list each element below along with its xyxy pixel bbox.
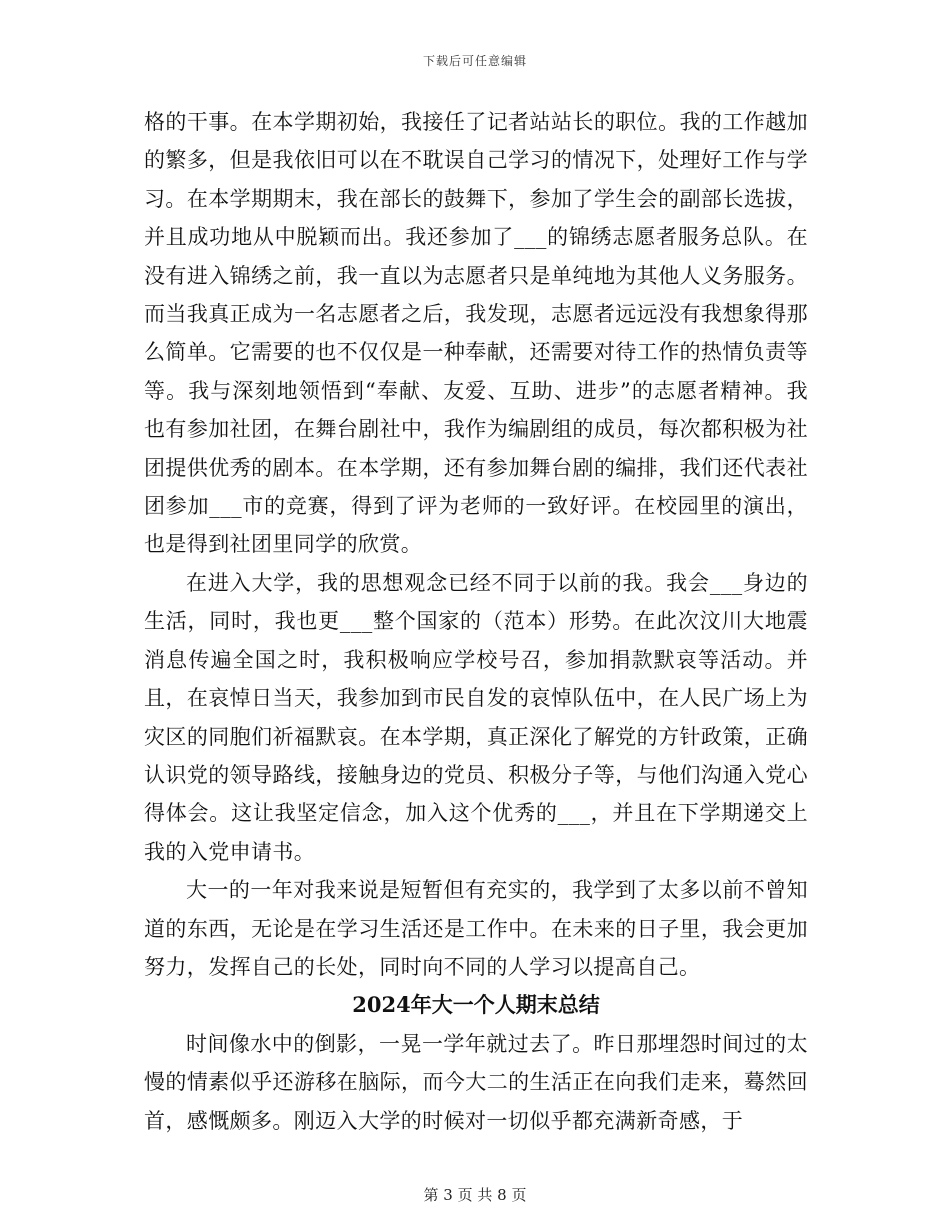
page-number: 第 3 页 共 8 页: [423, 1186, 527, 1204]
paragraph-conclusion: 大一的一年对我来说是短暂但有充实的，我学到了太多以前不曾知道的东西，无论是在学习生活还是工作中。在未来的日子里，我会更加努力，发挥自己的长处，同时向不同的人学习以提高自己。: [144, 878, 808, 979]
paragraph-thoughts: 在进入大学，我的思想观念已经不同于以前的我。我会___身边的生活，同时，我也更___整个国家的（范本）形势。在此次汶川大地震消息传遍全国之时，我积极响应学校号召，参加捐款默哀等活动。并且，在哀悼日当天，我参加到市民自发的哀悼队伍中，在人民广场上为灾区的同胞们祈福默哀。在本学期，真正深化了解党的方针政策，正确认识党的领导路线，接触身边的党员、积极分子等，与他们沟通入党心得体会。这让我坚定信念，加入这个优秀的___，并且在下学期递交上我的入党申请书。: [144, 570, 808, 864]
document-body: [144, 103, 808, 1140]
section-title: 2024年大一个人期末总结: [352, 992, 600, 1018]
paragraph-continued: 格的干事。在本学期初始，我接任了记者站站长的职位。我的工作越加的繁多，但是我依旧可以在不耽误自己学习的情况下，处理好工作与学习。在本学期期末，我在部长的鼓舞下，参加了学生会的副部长选拔，并且成功地从中脱颖而出。我还参加了___的锦绣志愿者服务总队。在没有进入锦绣之前，我一直以为志愿者只是单纯地为其他人义务服务。而当我真正成为一名志愿者之后，我发现，志愿者远远没有我想象得那么简单。它需要的也不仅仅是一种奉献，还需要对待工作的热情负责等等。我与深刻地领悟到“奉献、友爱、互助、进步”的志愿者精神。我也有参加社团，在舞台剧社中，我作为编剧组的成员，每次都积极为社团提供优秀的剧本。在本学期，还有参加舞台剧的编排，我们还代表社团参加___市的竞赛，得到了评为老师的一致好评。在校园里的演出，也是得到社团里同学的欣赏。: [144, 110, 808, 557]
page-header: 下载后可任意编辑: [422, 54, 527, 68]
paragraph-section-intro: 时间像水中的倒影，一晃一学年就过去了。昨日那埋怨时间过的太慢的情素似乎还游移在脑际，而今大二的生活正在向我们走来，蓦然回首，感慨颇多。刚迈入大学的时候对一切似乎都充满新奇感，于: [144, 1031, 808, 1133]
